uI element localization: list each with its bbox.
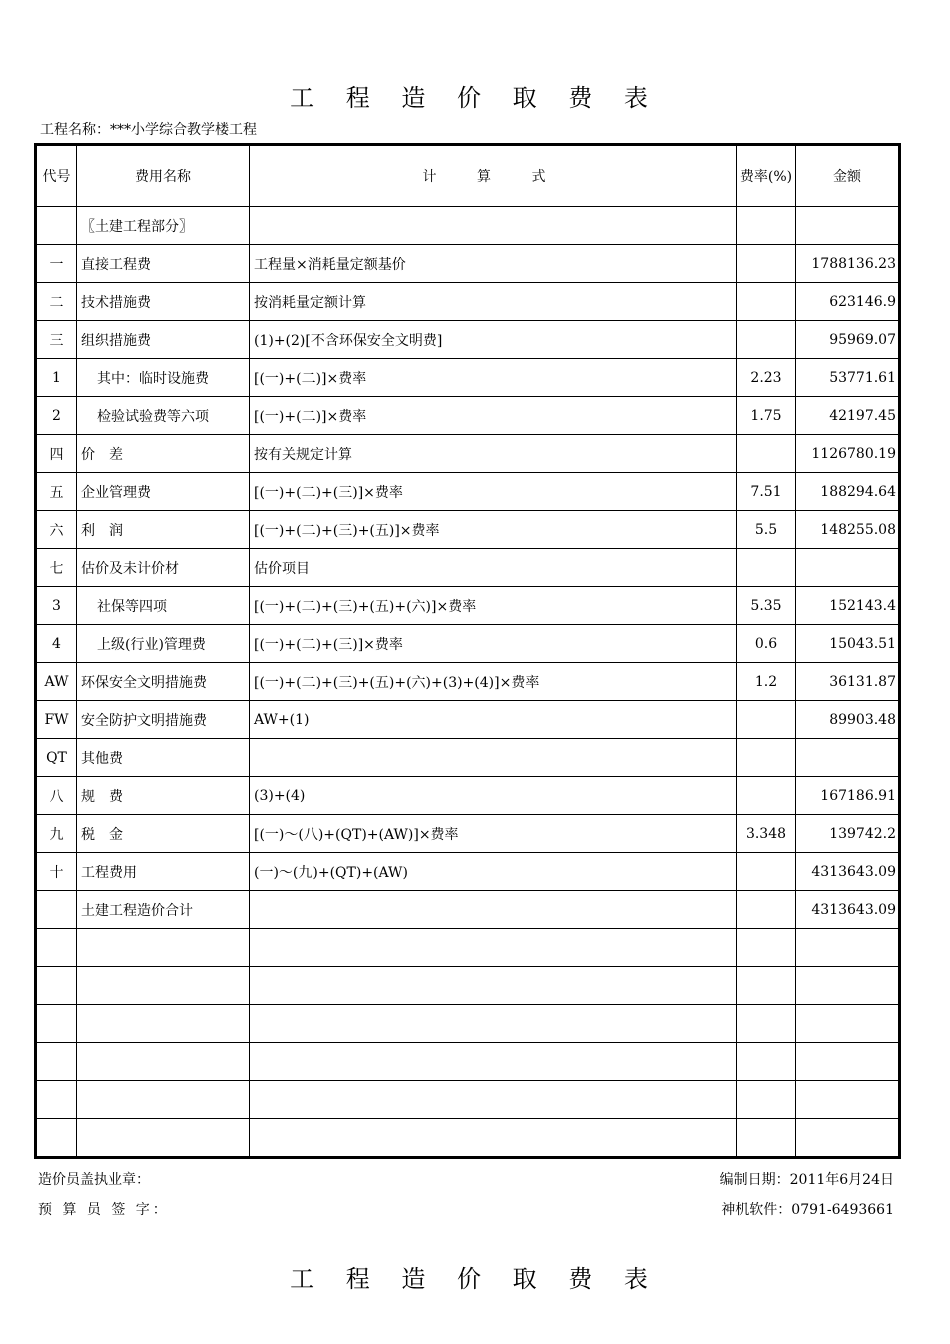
cell-amount: 95969.07 [796, 321, 900, 359]
cell-name: 直接工程费 [77, 245, 250, 283]
cell-rate [737, 283, 796, 321]
cell-rate [737, 739, 796, 777]
cell-formula: [(一)+(二)+(三)+(五)+(六)+(3)+(4)]×费率 [250, 663, 737, 701]
cell-amount: 167186.91 [796, 777, 900, 815]
cell-rate [737, 1081, 796, 1119]
cell-code: AW [36, 663, 77, 701]
cell-amount [796, 929, 900, 967]
header-name: 费用名称 [77, 145, 250, 207]
table-row [36, 207, 900, 245]
cell-formula [250, 929, 737, 967]
cell-name [77, 1119, 250, 1158]
cell-code [36, 929, 77, 967]
cell-code: 十 [36, 853, 77, 891]
cell-name: 利 润 [77, 511, 250, 549]
cell-name: 〖土建工程部分〗 [77, 207, 250, 245]
table-row [36, 473, 900, 511]
cell-rate [737, 967, 796, 1005]
cell-amount [796, 207, 900, 245]
cell-formula [250, 207, 737, 245]
cell-amount: 623146.9 [796, 283, 900, 321]
table-row [36, 283, 900, 321]
cell-amount: 4313643.09 [796, 853, 900, 891]
cell-formula: [(一)+(二)+(三)]×费率 [250, 473, 737, 511]
table-row [36, 853, 900, 891]
cell-name: 工程费用 [77, 853, 250, 891]
cell-name [77, 929, 250, 967]
cell-rate [737, 321, 796, 359]
cell-formula: [(一)+(二)+(三)]×费率 [250, 625, 737, 663]
table-header-row [36, 145, 900, 207]
cell-formula: 估价项目 [250, 549, 737, 587]
table-row [36, 929, 900, 967]
table-row [36, 1005, 900, 1043]
date-label: 编制日期：2011年6月24日 [719, 1172, 894, 1188]
cell-rate [737, 1005, 796, 1043]
table-row [36, 321, 900, 359]
cell-name: 社保等四项 [77, 587, 250, 625]
cell-rate [737, 549, 796, 587]
cell-rate: 5.35 [737, 587, 796, 625]
header-amount: 金额 [796, 145, 900, 207]
cell-name [77, 1043, 250, 1081]
cell-formula: [(一)+(二)+(三)+(五)]×费率 [250, 511, 737, 549]
table-row [36, 435, 900, 473]
cell-formula: [(一)+(二)+(三)+(五)+(六)]×费率 [250, 587, 737, 625]
table-row [36, 891, 900, 929]
cell-rate [737, 853, 796, 891]
table-row [36, 397, 900, 435]
cell-amount: 148255.08 [796, 511, 900, 549]
cell-code [36, 891, 77, 929]
cell-formula: 工程量×消耗量定额基价 [250, 245, 737, 283]
software-label: 神机软件：0791-6493661 [721, 1202, 894, 1218]
cell-formula [250, 1119, 737, 1158]
cell-code [36, 207, 77, 245]
table-row [36, 1119, 900, 1158]
cell-rate [737, 929, 796, 967]
cell-amount [796, 549, 900, 587]
cell-amount: 36131.87 [796, 663, 900, 701]
cell-formula: (一)～(九)+(QT)+(AW) [250, 853, 737, 891]
cell-formula [250, 967, 737, 1005]
table-row [36, 625, 900, 663]
cell-amount [796, 1043, 900, 1081]
cell-formula: AW+(1) [250, 701, 737, 739]
cell-rate [737, 891, 796, 929]
cell-formula: (3)+(4) [250, 777, 737, 815]
cell-formula [250, 1081, 737, 1119]
page-title: 工 程 造 价 取 费 表 [290, 84, 660, 112]
cell-rate: 5.5 [737, 511, 796, 549]
cell-rate: 1.75 [737, 397, 796, 435]
cell-formula: 按消耗量定额计算 [250, 283, 737, 321]
cell-amount: 89903.48 [796, 701, 900, 739]
cell-name: 规 费 [77, 777, 250, 815]
cell-name: 环保安全文明措施费 [77, 663, 250, 701]
cell-name [77, 1005, 250, 1043]
cell-code [36, 967, 77, 1005]
cell-amount: 53771.61 [796, 359, 900, 397]
cell-rate [737, 777, 796, 815]
table-row [36, 549, 900, 587]
cell-rate: 0.6 [737, 625, 796, 663]
cell-formula: 按有关规定计算 [250, 435, 737, 473]
table-row [36, 701, 900, 739]
cell-formula [250, 1005, 737, 1043]
cell-name: 检验试验费等六项 [77, 397, 250, 435]
cell-rate [737, 435, 796, 473]
cell-code: 二 [36, 283, 77, 321]
cell-amount [796, 1081, 900, 1119]
cell-amount: 152143.4 [796, 587, 900, 625]
cell-code: 4 [36, 625, 77, 663]
cell-amount: 15043.51 [796, 625, 900, 663]
cell-formula [250, 739, 737, 777]
cell-code: 三 [36, 321, 77, 359]
cell-code: 1 [36, 359, 77, 397]
cell-name: 价 差 [77, 435, 250, 473]
cell-amount [796, 739, 900, 777]
cell-amount: 4313643.09 [796, 891, 900, 929]
cell-rate: 1.2 [737, 663, 796, 701]
cell-rate [737, 207, 796, 245]
sign-label: 预 算 员 签 字： [38, 1202, 170, 1218]
cell-name: 组织措施费 [77, 321, 250, 359]
cell-code [36, 1043, 77, 1081]
cell-code: 一 [36, 245, 77, 283]
cell-code [36, 1005, 77, 1043]
table-row [36, 1043, 900, 1081]
cell-rate [737, 1043, 796, 1081]
table-row [36, 1081, 900, 1119]
cell-code: 九 [36, 815, 77, 853]
cell-code: QT [36, 739, 77, 777]
cell-amount: 139742.2 [796, 815, 900, 853]
cell-rate [737, 701, 796, 739]
cell-amount: 1126780.19 [796, 435, 900, 473]
cell-name: 估价及未计价材 [77, 549, 250, 587]
header-formula: 计 算 式 [250, 145, 737, 207]
table-row [36, 511, 900, 549]
header-code: 代号 [36, 145, 77, 207]
cell-code: 四 [36, 435, 77, 473]
cell-code: FW [36, 701, 77, 739]
cell-formula [250, 1043, 737, 1081]
cell-name: 安全防护文明措施费 [77, 701, 250, 739]
cell-name: 企业管理费 [77, 473, 250, 511]
cell-code: 2 [36, 397, 77, 435]
cell-amount: 1788136.23 [796, 245, 900, 283]
cell-rate [737, 245, 796, 283]
cell-code: 3 [36, 587, 77, 625]
table-row [36, 815, 900, 853]
cell-amount [796, 1005, 900, 1043]
cell-amount [796, 1119, 900, 1158]
cell-name [77, 967, 250, 1005]
cell-formula: [(一)～(八)+(QT)+(AW)]×费率 [250, 815, 737, 853]
cell-rate [737, 1119, 796, 1158]
cell-amount: 188294.64 [796, 473, 900, 511]
cell-name [77, 1081, 250, 1119]
cell-rate: 2.23 [737, 359, 796, 397]
table-row [36, 967, 900, 1005]
cell-name: 税 金 [77, 815, 250, 853]
cell-rate: 3.348 [737, 815, 796, 853]
cell-code [36, 1119, 77, 1158]
table-row [36, 739, 900, 777]
cell-formula: [(一)+(二)]×费率 [250, 397, 737, 435]
cell-code: 八 [36, 777, 77, 815]
cell-name: 其中：临时设施费 [77, 359, 250, 397]
table-row [36, 777, 900, 815]
cell-amount: 42197.45 [796, 397, 900, 435]
cell-code [36, 1081, 77, 1119]
table-row [36, 359, 900, 397]
cell-name: 其他费 [77, 739, 250, 777]
next-page-title: 工 程 造 价 取 费 表 [290, 1265, 660, 1293]
project-name: 工程名称：***小学综合教学楼工程 [40, 122, 257, 138]
fee-table [34, 143, 901, 1159]
table-row [36, 663, 900, 701]
cell-name: 土建工程造价合计 [77, 891, 250, 929]
cell-name: 技术措施费 [77, 283, 250, 321]
cell-formula [250, 891, 737, 929]
table-row [36, 587, 900, 625]
cell-code: 六 [36, 511, 77, 549]
seal-label: 造价员盖执业章： [38, 1172, 150, 1188]
cell-formula: (1)+(2)[不含环保安全文明费] [250, 321, 737, 359]
header-rate: 费率(%) [737, 145, 796, 207]
cell-formula: [(一)+(二)]×费率 [250, 359, 737, 397]
cell-code: 五 [36, 473, 77, 511]
cell-code: 七 [36, 549, 77, 587]
cell-amount [796, 967, 900, 1005]
cell-name: 上级(行业)管理费 [77, 625, 250, 663]
cell-rate: 7.51 [737, 473, 796, 511]
table-row [36, 245, 900, 283]
